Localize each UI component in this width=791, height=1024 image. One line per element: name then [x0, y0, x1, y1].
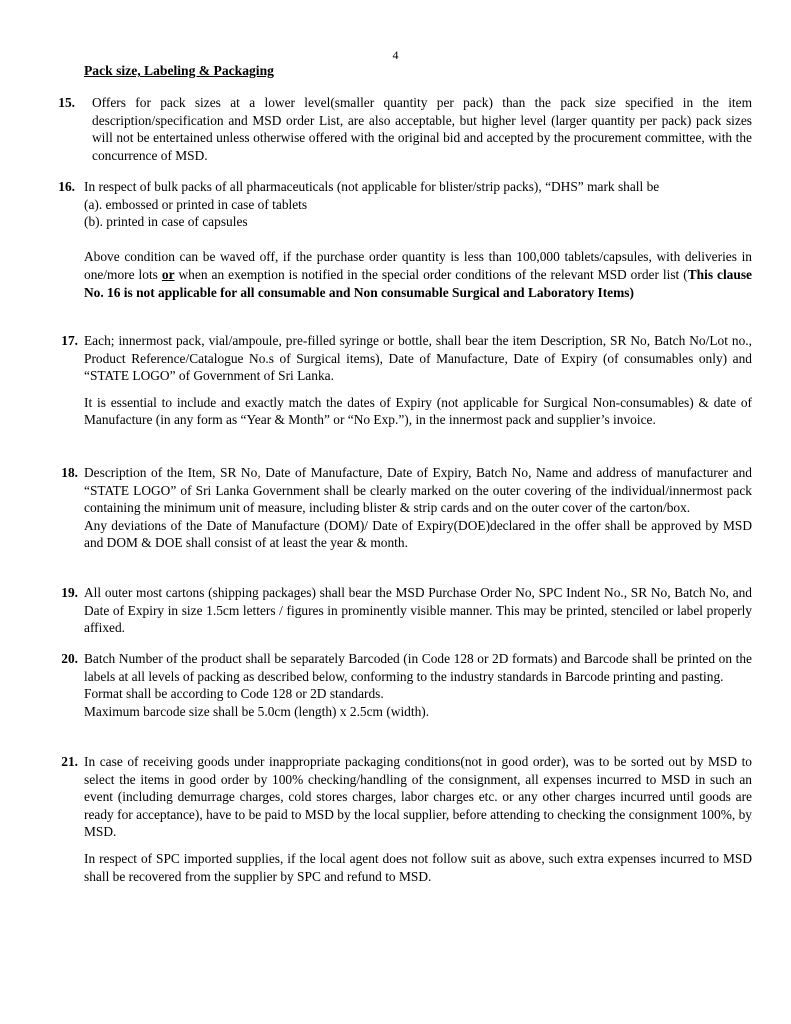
clause-paragraph-2: In respect of SPC imported supplies, if the local agent does not follow suit as above, such extra expenses incurred to MSD shall be recovered from the supplier by SPC and refund to MSD. [84, 850, 752, 884]
sub-item-a: (a). embossed or printed in case of tablets [84, 196, 308, 212]
clause-number: 20. [61, 651, 78, 666]
clause-intro: In respect of bulk packs of all pharmaceuticals (not applicable for blister/strip packs), “DHS” mark shall be [84, 179, 660, 194]
condition-or: or [161, 266, 175, 282]
clause-text: All outer most cartons (shipping packages) shall bear the MSD Purchase Order No, SPC Indent No., SR No, Batch No, and Date of Expiry in size 1.5cm letters / figures in prominently visible manner. This may be printed, stenciled or label properly affixed. [84, 585, 752, 636]
clause-paragraph-1: Each; innermost pack, vial/ampoule, pre-filled syringe or bottle, shall bear the item Description, SR No, Batch No/Lot no., Product Reference/Catalogue No.s of Surgical items), Date of Manufacture, Date of Expiry (of consumables only) and “STATE LOGO” of Government of Sri Lanka. [84, 333, 752, 384]
clause-number: 15. [58, 95, 75, 110]
clause-paragraph-1: In case of receiving goods under inappropriate packaging conditions(not in good order), was to be sorted out by MSD to select the items in good order by 100% checking/handling of the consignment, all expenses incurred to MSD in such an event (including demurrage charges, cold stores charges, labor charges etc. or any other charges incurred until goods are ready for acceptance), have to be paid to MSD by the local supplier, before attending to checking the consignment 100%, by MSD. [84, 754, 752, 840]
page-number: 4 [392, 48, 399, 62]
clause-text-b: Date of Manufacture, Date of Expiry, Batch No, Name and address of manufacturer and “STATE LOGO” of Sri Lanka Government shall be clearly marked on the outer covering of the individual/innermost pack containing the minimum unit of measure, including blister & strip cards and on the outer cover of the carton/box. [84, 465, 753, 516]
format-note: Format shall be according to Code 128 or 2D standards. [84, 686, 384, 702]
sub-item-b: (b). printed in case of capsules [84, 214, 248, 230]
section-title: Pack size, Labeling & Packaging [84, 63, 274, 78]
condition-text-2: when an exemption is notified in the special order conditions of the relevant MSD order list ( [178, 266, 688, 282]
clause-number: 17. [61, 333, 78, 348]
clause-text: Batch Number of the product shall be separately Barcoded (in Code 128 or 2D formats) and Barcode shall be printed on the labels at all levels of packing as described below, conforming to the industry standards in Barcode printing and pasting. [84, 651, 752, 684]
clause-paragraph-2: Any deviations of the Date of Manufacture (DOM)/ Date of Expiry(DOE)declared in the offer shall be approved by MSD and DOM & DOE shall consist of at least the year & month. [84, 517, 752, 551]
condition-text-1: Above condition can be waved off, if the purchase order quantity is less than 100,000 tablets/capsules, with deliveries in one/more lots [84, 249, 752, 282]
clause-text-a: Description of the Item, SR No [84, 465, 258, 480]
clause-number: 18. [61, 465, 78, 480]
clause-paragraph-2: It is essential to include and exactly match the dates of Expiry (not applicable for Surgical Non-consumables) & date of Manufacture (in any form as “Year & Month” or “No Exp.”), in the innermost pack and supplier’s invoice. [84, 394, 752, 428]
clause-number: 16. [58, 179, 75, 194]
clause-text: Offers for pack sizes at a lower level(smaller quantity per pack) than the pack size specified in the item description/specification and MSD order List, are also acceptable, but higher level (larger quantity per pack) pack sizes will not be entertained unless otherwise offered with the original bid and accepted by the procurement committee, with the concurrence of MSD. [92, 95, 752, 163]
exemption-condition [84, 248, 752, 301]
clause-text-red: , [257, 465, 261, 480]
condition-bold-note: This clause No. 16 is not applicable for all consumable and Non consumable Surgical and Laboratory Items) [84, 266, 752, 300]
clause-number: 19. [61, 585, 78, 600]
clause-number: 21. [61, 754, 78, 769]
clause-paragraph-1 [84, 464, 752, 517]
barcode-size-note: Maximum barcode size shall be 5.0cm (length) x 2.5cm (width). [84, 703, 430, 719]
